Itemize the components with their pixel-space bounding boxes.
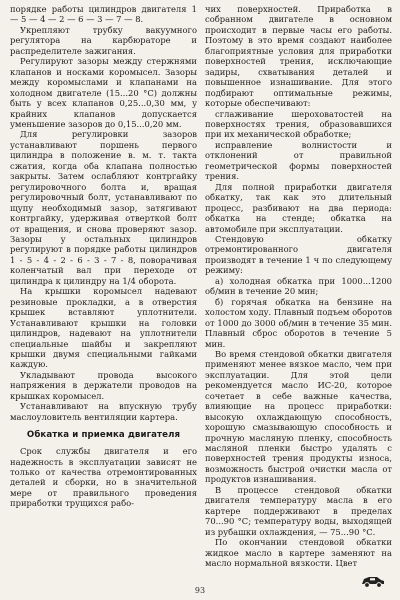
paragraph: Укладывают провода высокого напряжения в держатели проводов на крышках коромысел.	[10, 369, 197, 401]
paragraph: Укрепляют трубку вакуумного регулятора на карбюраторе и распределителе зажигания.	[10, 24, 197, 56]
paragraph: В процессе стендовой обкатки двигателя температуру масла в его картере поддерживают в пределах 70...90 °С; температуру воды, выходящей из рубашки охлаждения, — 75...90 °С.	[205, 484, 392, 537]
paragraph: Во время стендовой обкатки двигателя применяют менее вязкое масло, чем при эксплуатации. Для этой цели рекомендуется масло ИС-20, которое сочетает в себе важные качества, влияющие на процесс приработки: высокую охлаждающую способность, хорошую смазывающую способность и прочную масляную пленку, способность масляной пленки быстро удалять с поверхностей трения продукты износа, возможность быстрой очистки масла от продуктов изнашивания.	[205, 348, 392, 485]
paragraph: Срок службы двигателя и его надежность в эксплуатации зависят не только от качества отремонтированных деталей и сборки, но в значительной мере от правильного проведения приработки трущихся рабо-	[10, 446, 197, 509]
text-columns	[10, 4, 392, 582]
car-icon	[360, 574, 386, 588]
paragraph: Регулируют зазоры между стержнями клапанов и носками коромысел. Зазоры между коромыслами и клапанами на холодном двигателе (15...20 °С) должны быть у всех клапанов 0,25...0,30 мм, у крайних клапанов допускается уменьшение зазоров до 0,15...0,20 мм.	[10, 56, 197, 129]
section-heading: Обкатка и приемка двигателя	[26, 430, 181, 441]
paragraph: Для полной приработки двигателя обкатку, так как это длительный процесс, разбивают на два периода: обкатка на стенде; обкатка на автомобиле при эксплуатации.	[205, 181, 392, 234]
paragraph: а) холодная обкатка при 1000...1200 об/мин в течение 20 мин;	[205, 275, 392, 297]
paragraph: Для регулировки зазоров устанавливают поршень первого цилиндра в положение в. м. т. такта сжатия, когда оба клапана полностью закрыты. Затем ослабляют контргайку регулировочного болта и, вращая регулировочный болт, устанавливают по щупу необходимый зазор, затягивают контргайку, удерживая отверткой болт от вращения, и снова проверяют зазор. Зазоры у остальных цилиндров регулируют в порядке работы цилиндров 1 - 5 - 4 - 2 - 6 - 3 - 7 - 8, поворачивая коленчатый вал при переходе от цилиндра к цилиндру на 1/4 оборота.	[10, 129, 197, 286]
paragraph: Стендовую обкатку отремонтированного двигателя производят в течение 1 ч по следующему режиму:	[205, 233, 392, 276]
paragraph: исправление волнистости и отклонений от правильной геометрической формы поверхностей трения.	[205, 139, 392, 182]
paragraph: По окончании стендовой обкатки жидкое масло в картере заменяют на масло нормальной вязкости. Цвет	[205, 537, 392, 569]
paragraph: сглаживание шероховатостей на поверхностях трения, образовавшихся при их механической обработке;	[205, 108, 392, 140]
page-number: 93	[194, 586, 206, 595]
paragraph: Устанавливают на впускную трубу маслоуловитель вентиляции картера.	[10, 401, 197, 422]
right-column	[205, 4, 392, 582]
paragraph: На крышки коромысел надевают резиновые прокладки, а в отверстия крышек вставляют уплотнители. Устанавливают крышки на головки цилиндров, надевают на уплотнители специальные шайбы и закрепляют крышки двумя специальными гайками каждую.	[10, 286, 197, 370]
paragraph: б) горячая обкатка на бензине на холостом ходу. Плавный подъем оборотов от 1000 до 3000 об/мин в течение 35 мин. Плавный сброс оборотов в течение 5 мин.	[205, 296, 392, 349]
left-column	[10, 4, 197, 582]
paragraph: порядке работы цилиндров двигателя 1 — 5 — 4 — 2 — 6 — 3 — 7 — 8.	[10, 4, 197, 25]
paragraph: чих поверхностей. Приработка в собранном двигателе в основном происходит в первые часы его работы. Поэтому в это время создают наиболее благоприятные условия для приработки поверхностей трения, исключающие задиры, схватывания деталей и повышенное изнашивание. Для этого подбирают оптимальные режимы, которые обеспечивают:	[205, 4, 392, 109]
